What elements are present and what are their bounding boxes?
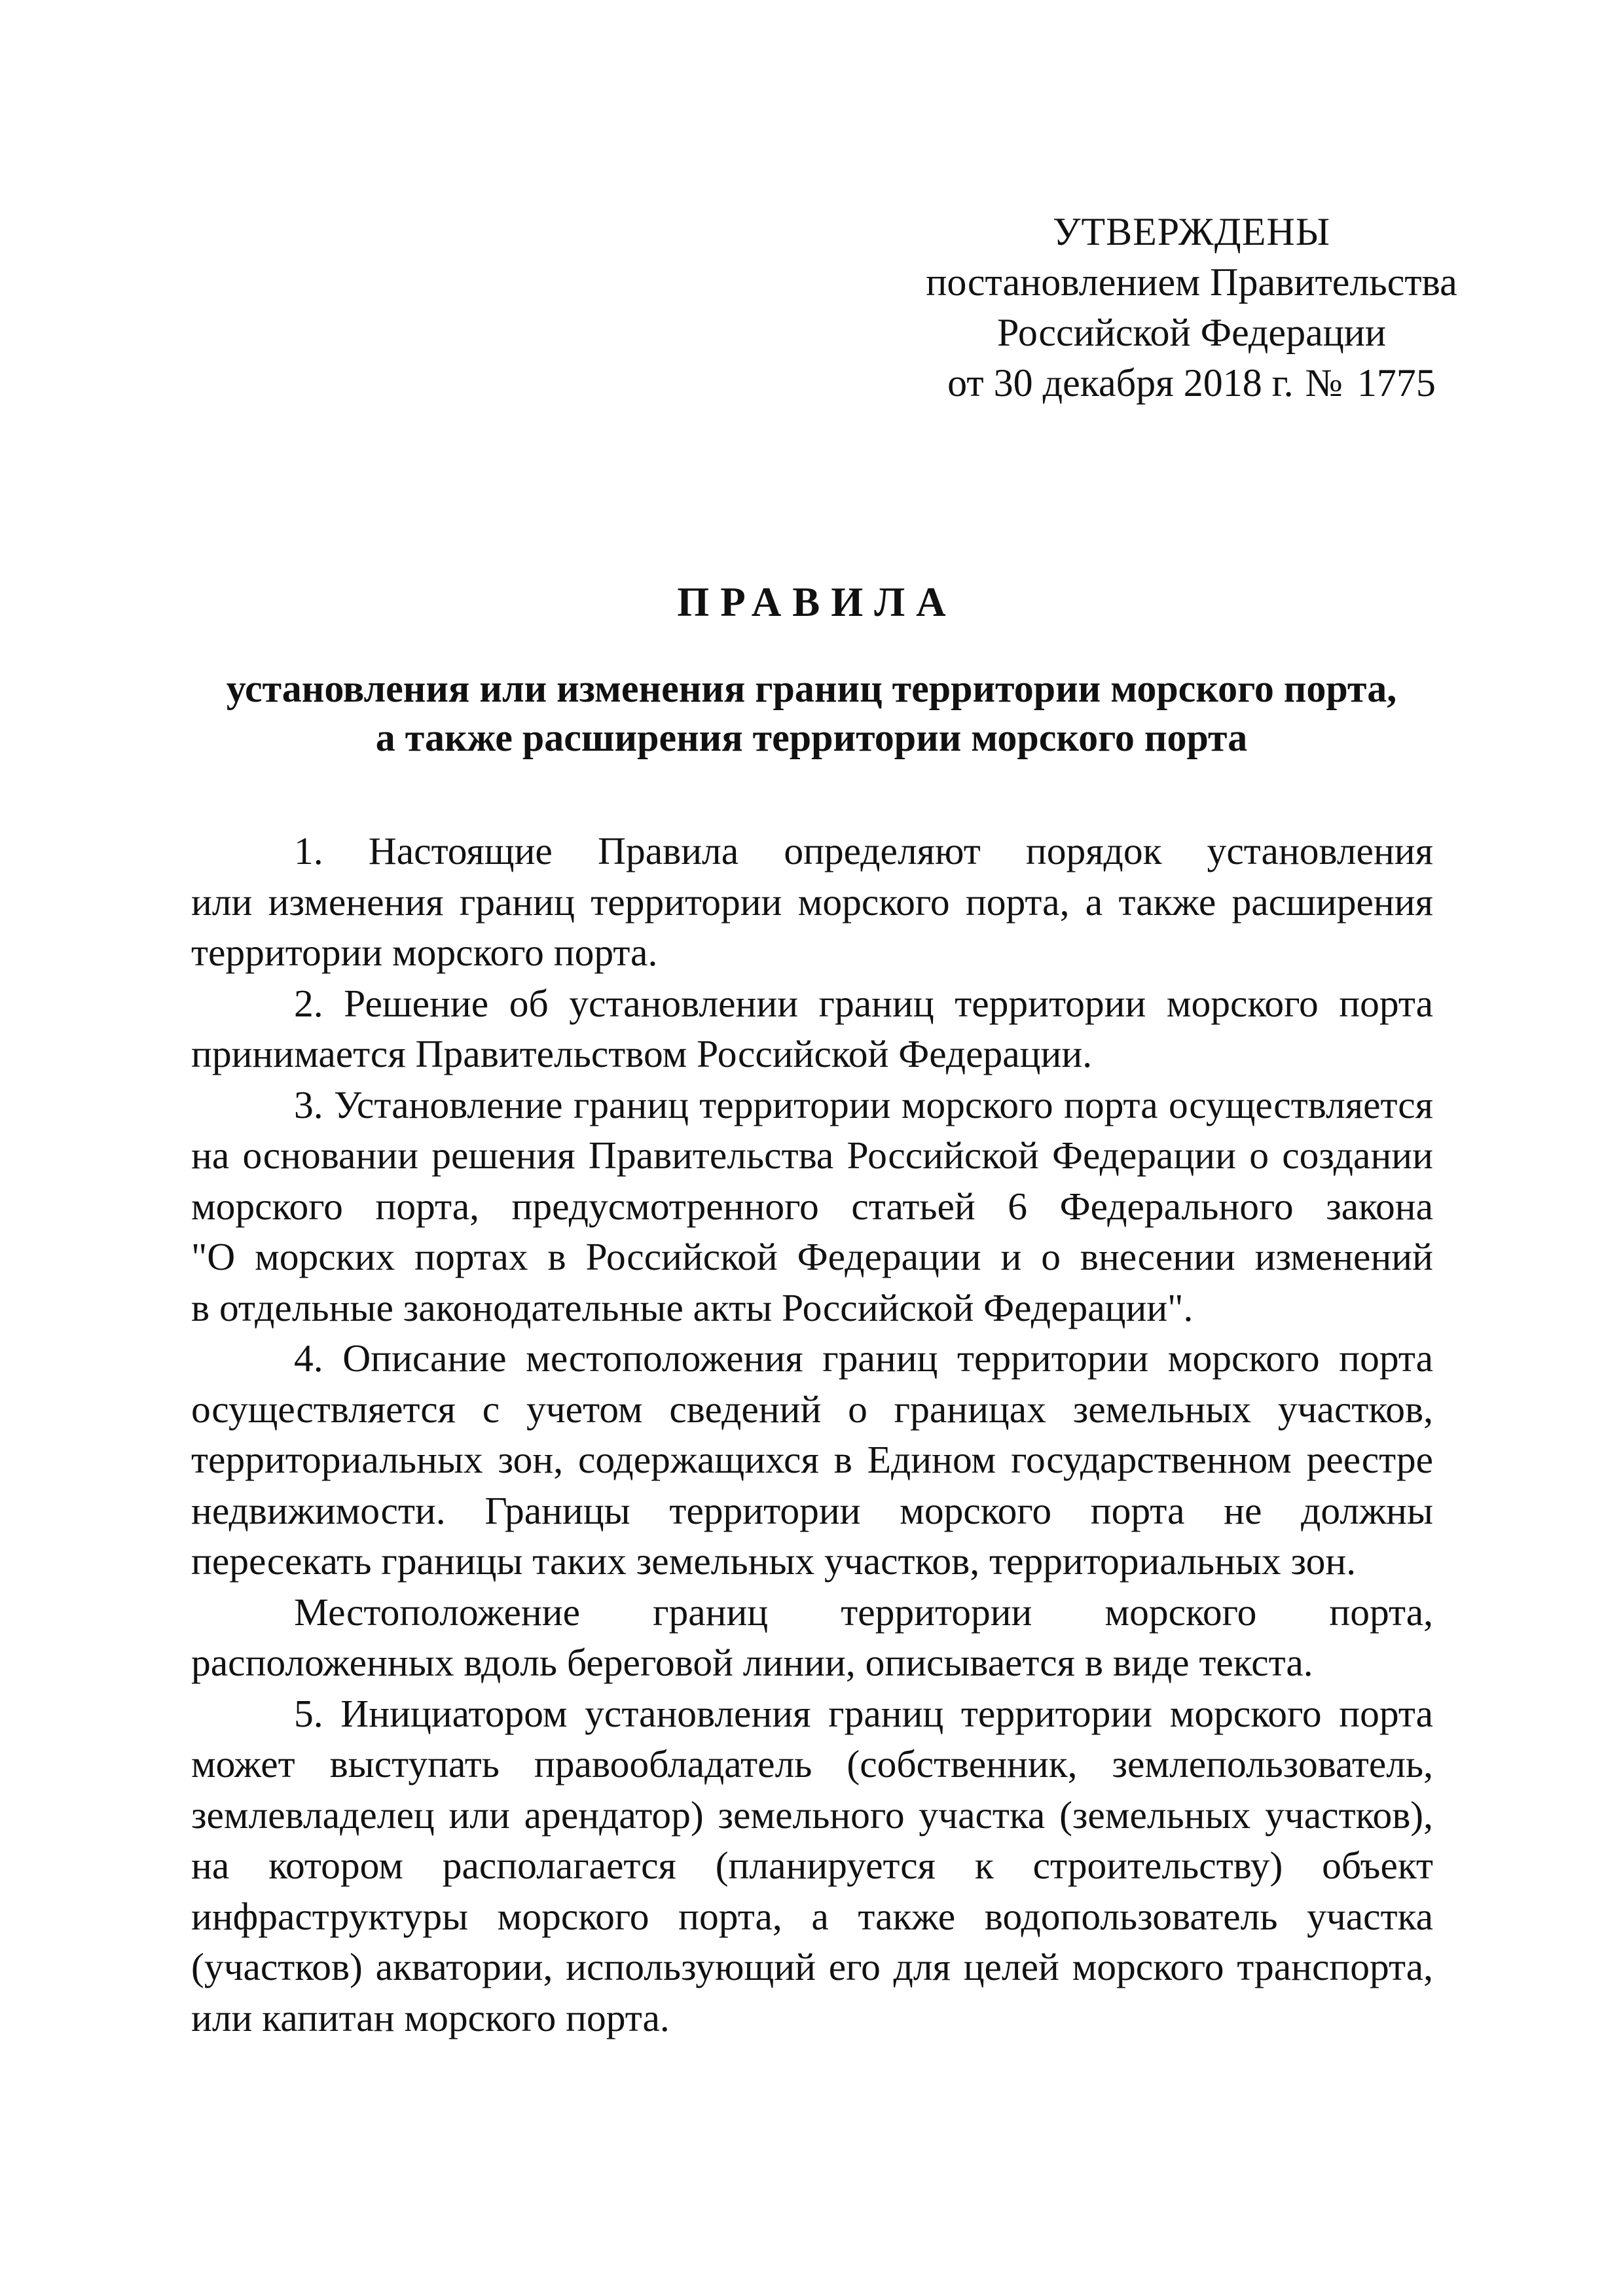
approval-date-line xyxy=(877,358,1506,408)
paragraph-line: или капитан морского порта. xyxy=(191,1996,670,2039)
paragraph-3 xyxy=(191,1080,1433,1334)
paragraph-line: или изменения границ территории морского порта, а также расширения xyxy=(191,880,1433,924)
paragraph-line: принимается Правительством Российской Федерации. xyxy=(191,1032,1093,1075)
paragraph-line: Местоположение границ территории морского порта, xyxy=(294,1590,1433,1634)
paragraph-line: инфраструктуры морского порта, а также водопользователь участка xyxy=(191,1894,1433,1938)
paragraph-line: 4. Описание местоположения границ территории морского порта xyxy=(294,1336,1433,1380)
paragraph-line: территориальных зон, содержащихся в Едином государственном реестре xyxy=(191,1438,1433,1481)
approval-number: 1775 xyxy=(1357,361,1436,404)
paragraph-4 xyxy=(191,1333,1433,1587)
paragraph-line: (участков) акватории, использующий его для целей морского транспорта, xyxy=(191,1945,1433,1988)
document-subtitle xyxy=(0,664,1623,762)
approval-date: от 30 декабря 2018 г. xyxy=(947,361,1294,404)
paragraph-line: на котором располагается (планируется к строительству) объект xyxy=(191,1844,1433,1887)
paragraph-line: расположенных вдоль береговой линии, описывается в виде текста. xyxy=(191,1641,1313,1684)
paragraph-line: 2. Решение об установлении границ территории морского порта xyxy=(294,981,1433,1025)
paragraph-5 xyxy=(191,1689,1433,2044)
paragraph-line: может выступать правообладатель (собственник, землепользователь, xyxy=(191,1742,1433,1785)
paragraph-1 xyxy=(191,826,1433,978)
paragraph-line: 5. Инициатором установления границ территории морского порта xyxy=(294,1691,1433,1735)
approval-heading: УТВЕРЖДЕНЫ xyxy=(1052,210,1331,253)
paragraph-line: на основании решения Правительства Российской Федерации о создании xyxy=(191,1134,1433,1177)
title-block xyxy=(0,576,1623,762)
paragraph-line: морского порта, предусмотренного статьей 6 Федерального закона xyxy=(191,1184,1433,1228)
paragraph-line: пересекать границы таких земельных участков, территориальных зон. xyxy=(191,1539,1357,1583)
paragraph-2 xyxy=(191,978,1433,1080)
paragraph-4-continued xyxy=(191,1587,1433,1689)
paragraph-line: осуществляется с учетом сведений о границах земельных участков, xyxy=(191,1387,1433,1431)
approval-line-1: постановлением Правительства xyxy=(926,260,1457,304)
document-title: ПРАВИЛА xyxy=(677,579,957,625)
document-body xyxy=(191,826,1433,2043)
paragraph-line: 3. Установление границ территории морского порта осуществляется xyxy=(294,1083,1433,1126)
paragraph-line: территории морского порта. xyxy=(191,931,658,974)
paragraph-line: 1. Настоящие Правила определяют порядок установления xyxy=(294,829,1433,872)
paragraph-line: "О морских портах в Российской Федерации и о внесении изменений xyxy=(191,1235,1433,1278)
subtitle-line-2: а также расширения территории морского порта xyxy=(375,716,1248,759)
paragraph-line: недвижимости. Границы территории морского порта не должны xyxy=(191,1488,1433,1532)
approval-number-sign: № xyxy=(1305,361,1343,404)
approval-line-2: Российской Федерации xyxy=(996,311,1387,354)
approval-stamp xyxy=(877,207,1506,408)
paragraph-line: в отдельные законодательные акты Российской Федерации". xyxy=(191,1285,1194,1329)
subtitle-line-1: установления или изменения границ территории морского порта, xyxy=(226,667,1397,710)
paragraph-line: землевладелец или арендатор) земельного участка (земельных участков), xyxy=(191,1793,1433,1837)
